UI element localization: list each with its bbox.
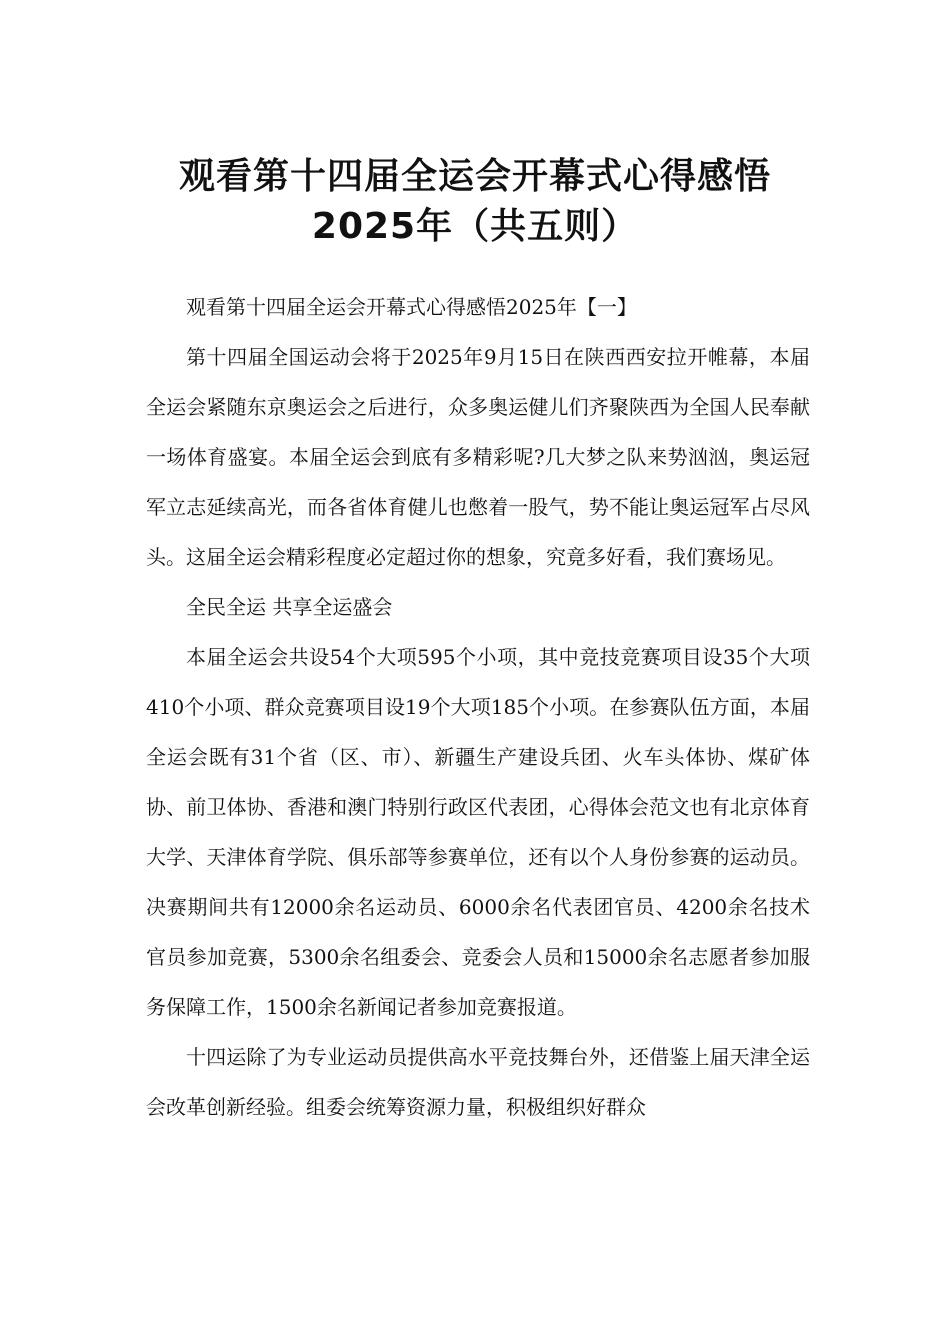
subheading: 全民全运 共享全运盛会: [186, 595, 393, 619]
section-heading: 观看第十四届全运会开幕式心得感悟2025年【一】: [186, 295, 637, 319]
paragraph: 十四运除了为专业运动员提供高水平竞技舞台外，还借鉴上届天津全运会改革创新经验。组委会统筹资源力量，积极组织好群众: [146, 1045, 810, 1119]
paragraph: 本届全运会共设54个大项595个小项，其中竞技竞赛项目设35个大项410个小项、群众竞赛项目设19个大项185个小项。在参赛队伍方面，本届全运会既有31个省（区、市）、新疆生产建设兵团、火车头体协、煤矿体协、前卫体协、香港和澳门特别行政区代表团，心得体会范文也有北京体育大学、天津体育学院、俱乐部等参赛单位，还有以个人身份参赛的运动员。决赛期间共有12000余名运动员、6000余名代表团官员、4200余名技术官员参加竞赛，5300余名组委会、竞委会人员和15000余名志愿者参加服务保障工作，1500余名新闻记者参加竞赛报道。: [146, 645, 810, 1019]
title-line-2: 2025年（共五则）: [311, 206, 639, 248]
document-title: [0, 152, 950, 252]
paragraph: 第十四届全国运动会将于2025年9月15日在陕西西安拉开帷幕，本届全运会紧随东京奥运会之后进行，众多奥运健儿们齐聚陕西为全国人民奉献一场体育盛宴。本届全运会到底有多精彩呢?几大梦之队来势汹汹，奥运冠军立志延续高光，而各省体育健儿也憋着一股气，势不能让奥运冠军占尽风头。这届全运会精彩程度必定超过你的想象，究竟多好看，我们赛场见。: [146, 345, 810, 569]
document-body: [146, 282, 810, 1132]
title-line-1: 观看第十四届全运会开幕式心得感悟: [178, 156, 771, 198]
